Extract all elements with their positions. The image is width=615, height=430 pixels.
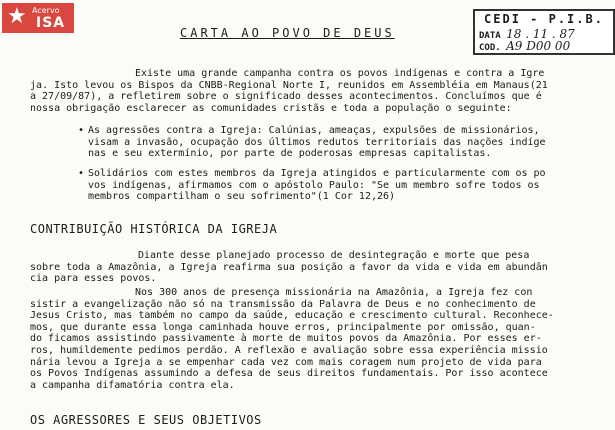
bullet-mark: • bbox=[78, 168, 85, 179]
para1-line-3: cia para esses povos. bbox=[30, 273, 157, 285]
para2-line-4: mos, que durante essa longa caminhada houve erros, principalmente por omissão, quan- bbox=[30, 321, 536, 333]
section-heading-contribution: CONTRIBUIÇÃO HISTÓRICA DA IGREJA bbox=[30, 222, 278, 236]
para2-line-7: nária levou a Igreja a se empenhar cada vez com mais coragem num projeto de vida para bbox=[30, 356, 542, 368]
document-title: CARTA AO POVO DE DEUS bbox=[180, 26, 395, 40]
intro-line-2: ja. Isto levou os Bispos da CNBB-Regional Norte I, reunidos em Assembléia em Manaus(21 bbox=[30, 79, 548, 91]
logo-line-1: Acervo bbox=[32, 6, 60, 15]
para2-line-8: os Povos Indígenas assumindo a defesa de seus direitos fundamentais. Por isso acontece bbox=[30, 368, 548, 380]
stamp-date-label: DATA bbox=[479, 31, 501, 41]
acervo-isa-logo bbox=[2, 3, 74, 33]
stamp-code-label: COD. bbox=[479, 43, 501, 53]
bullet-1-line-1: As agressões contra a Igreja: Calúnias, ameaças, expulsões de missionários, bbox=[88, 125, 540, 136]
bullet-2-line-3: membros compartilham o seu sofrimento"(1 Cor 12,26) bbox=[88, 191, 396, 203]
logo-line-2: ISA bbox=[36, 15, 66, 31]
para2-line-9: a campanha difamatória contra ela. bbox=[30, 379, 235, 391]
bullet-1-line-2: visam a invasão, ocupação dos últimos redutos territoriais das nações indíge bbox=[88, 136, 546, 148]
star-icon: ★ bbox=[7, 4, 27, 29]
bullet-mark: • bbox=[78, 125, 85, 136]
intro-line-3: a 27/09/87), a refletirem sobre o significado desses acontecimentos. Concluímos que é bbox=[30, 91, 542, 103]
para2-line-6: ros, humildemente pedimos perdão. A reflexão e avaliação sobre essa experiência missio bbox=[30, 345, 548, 356]
bullet-1-line-3: nas e seu extermínio, por parte de poderosas empresas capitalistas. bbox=[88, 148, 492, 160]
stamp-code-value: A9 D00 00 bbox=[506, 39, 571, 53]
archive-stamp bbox=[473, 9, 615, 55]
bullet-2-line-2: vos indígenas, afirmamos com o apóstolo Paulo: "Se um membro sofre todos os bbox=[88, 179, 540, 191]
section-heading-aggressors: OS AGRESSORES E SEUS OBJETIVOS bbox=[30, 413, 262, 427]
stamp-date-value: 18 . 11 . 87 bbox=[506, 27, 575, 41]
stamp-code-row bbox=[479, 39, 570, 53]
intro-line-4: nossa obrigação esclarecer as comunidades cristãs e toda a população o seguinte: bbox=[30, 102, 512, 114]
intro-line-1: Existe uma grande campanha contra os povos indígenas e contra a Igre bbox=[135, 68, 545, 79]
para2-line-3: Jesus Cristo, mas também no campo da saúde, educação e crescimento cultural. Reconhece- bbox=[30, 310, 554, 322]
para2-line-2: sistir a evangelização não só na transmissão da Palavra de Deus e no conhecimento de bbox=[30, 298, 536, 310]
stamp-title: CEDI - P.I.B. bbox=[484, 12, 604, 26]
para2-line-1: Nos 300 anos de presença missionária na Amazônia, a Igreja fez con bbox=[135, 287, 533, 298]
para2-line-5: do ficamos assistindo passivamente à morte de muitos povos da Amazônia. Por esses er- bbox=[30, 333, 542, 345]
bullet-2-line-1: Solidários com estes membros da Igreja atingidos e particularmente com os po bbox=[88, 168, 546, 179]
para1-line-1: Diante desse planejado processo de desintegração e morte que pesa bbox=[138, 250, 530, 261]
para1-line-2: sobre toda a Amazônia, a Igreja reafirma sua posição a favor da vida e vida em abundân bbox=[30, 261, 548, 273]
